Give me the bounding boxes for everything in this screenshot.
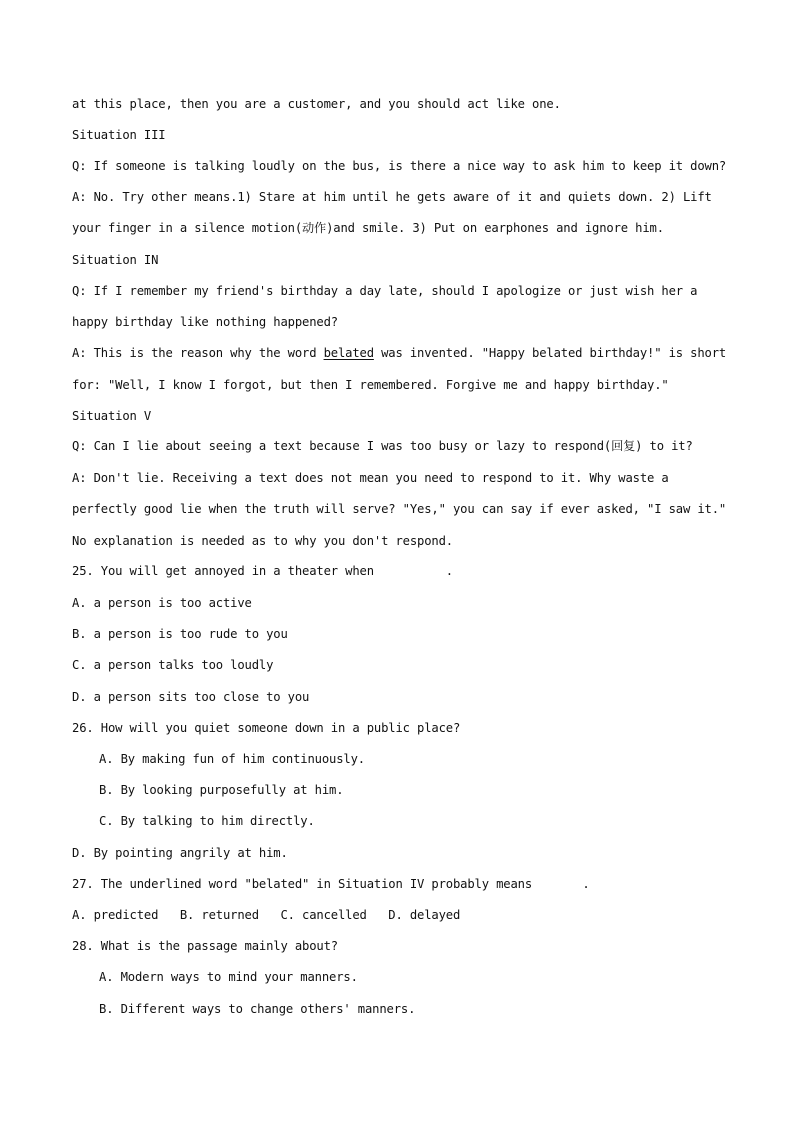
- answer-option: B. Different ways to change others' manners.: [99, 1002, 416, 1016]
- answer-option: B. By looking purposefully at him.: [99, 783, 344, 797]
- section-heading: Situation IN: [72, 253, 159, 267]
- answer-option: A. By making fun of him continuously.: [99, 752, 365, 766]
- passage-line: A: No. Try other means.1) Stare at him until he gets aware of it and quiets down. 2) Lift: [72, 190, 712, 204]
- answer-option: A. a person is too active: [72, 596, 252, 610]
- passage-line: happy birthday like nothing happened?: [72, 315, 338, 329]
- question-stem: 27. The underlined word "belated" in Situation IV probably means .: [72, 877, 590, 891]
- question-stem: 28. What is the passage mainly about?: [72, 939, 338, 953]
- passage-line: for: "Well, I know I forgot, but then I remembered. Forgive me and happy birthday.": [72, 378, 669, 392]
- underlined-word: belated: [323, 346, 374, 360]
- passage-line: perfectly good lie when the truth will serve? "Yes," you can say if ever asked, "I saw it.": [72, 502, 727, 516]
- answer-option: C. By talking to him directly.: [99, 814, 315, 828]
- answer-option: D. a person sits too close to you: [72, 690, 310, 704]
- passage-line: A: Don't lie. Receiving a text does not mean you need to respond to it. Why waste a: [72, 471, 669, 485]
- question-stem: 25. You will get annoyed in a theater when .: [72, 564, 453, 578]
- passage-line: No explanation is needed as to why you don't respond.: [72, 534, 453, 548]
- answer-option: A. Modern ways to mind your manners.: [99, 970, 358, 984]
- answer-option: D. By pointing angrily at him.: [72, 846, 288, 860]
- passage-text: A: This is the reason why the word: [72, 346, 324, 360]
- passage-line: [72, 345, 726, 361]
- question-stem: 26. How will you quiet someone down in a public place?: [72, 721, 461, 735]
- passage-line: your finger in a silence motion(动作)and smile. 3) Put on earphones and ignore him.: [72, 221, 664, 235]
- passage-line: Q: If I remember my friend's birthday a day late, should I apologize or just wish her a: [72, 284, 698, 298]
- answer-options-row: A. predicted B. returned C. cancelled D. delayed: [72, 908, 461, 922]
- passage-line: at this place, then you are a customer, and you should act like one.: [72, 97, 561, 111]
- answer-option: B. a person is too rude to you: [72, 627, 288, 641]
- answer-option: C. a person talks too loudly: [72, 658, 274, 672]
- section-heading: Situation V: [72, 409, 152, 423]
- passage-text: was invented. "Happy belated birthday!" is short: [373, 346, 727, 360]
- passage-line: Q: If someone is talking loudly on the bus, is there a nice way to ask him to keep it down?: [72, 159, 727, 173]
- section-heading: Situation III: [72, 128, 166, 142]
- passage-line: Q: Can I lie about seeing a text because I was too busy or lazy to respond(回复) to it?: [72, 439, 693, 453]
